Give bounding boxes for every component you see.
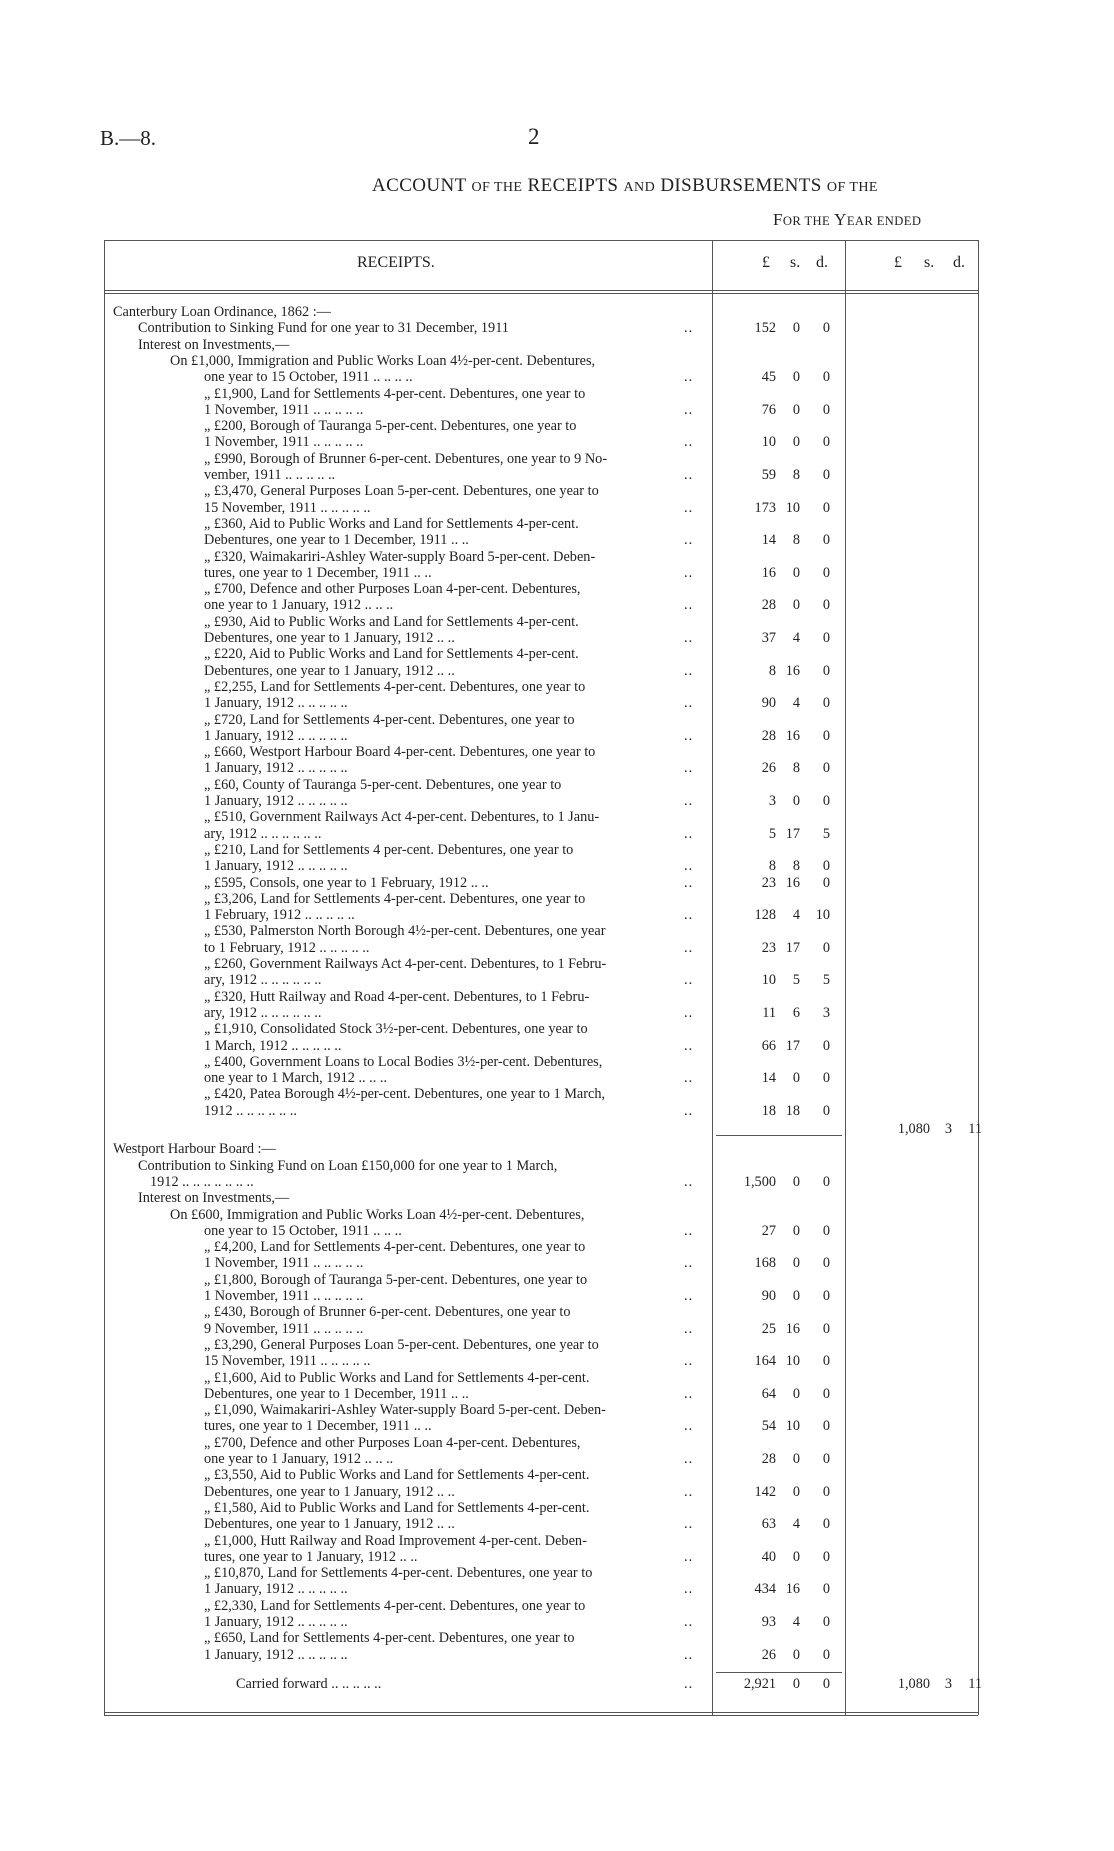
amount-shillings: 0 — [792, 597, 800, 614]
row-description: „ £10,870, Land for Settlements 4-per-cent. Debentures, one year to — [204, 1565, 593, 1582]
row-description: „ £660, Westport Harbour Board 4-per-cent. Debentures, one year to — [204, 744, 596, 761]
amount-pence: 5 — [822, 972, 830, 989]
title-word: OF THE — [826, 179, 878, 195]
amount-pence: 0 — [822, 1320, 830, 1337]
row-description: „ £510, Government Railways Act 4-per-cent. Debentures, to 1 Janu- — [204, 809, 600, 826]
row-description: „ £700, Defence and other Purposes Loan 4-per-cent. Debentures, — [204, 1434, 581, 1451]
leader-dots: .. — [684, 1222, 694, 1239]
row-description: „ £420, Patea Borough 4½-per-cent. Debentures, one year to 1 March, — [204, 1086, 606, 1103]
amount-shillings: 0 — [792, 369, 800, 386]
amount-pence: 0 — [822, 1222, 830, 1239]
rule-top — [104, 240, 978, 241]
amount-shillings: 4 — [792, 907, 800, 924]
row-description: 1 March, 1912 .. .. .. .. .. — [204, 1037, 342, 1054]
amount-shillings: 17 — [785, 825, 800, 842]
amount-pounds: 59 — [761, 467, 776, 483]
leader-dots: .. — [684, 1516, 694, 1533]
row-description: „ £1,580, Aid to Public Works and Land for Settlements 4-per-cent. — [204, 1499, 590, 1516]
amount-shillings: 0 — [792, 320, 800, 337]
col-pound2-header: £ — [894, 254, 902, 271]
row-description: „ £1,090, Waimakariri-Ashley Water-supply Board 5-per-cent. Deben- — [204, 1402, 606, 1419]
row-description: Debentures, one year to 1 January, 1912 .. .. — [204, 1516, 455, 1533]
amount-shillings: 16 — [785, 662, 800, 679]
title-word: OF THE — [471, 179, 523, 195]
amount-pence: 0 — [822, 760, 830, 777]
row-description: „ £260, Government Railways Act 4-per-cent. Debentures, to 1 Febru- — [204, 956, 607, 972]
amount-pounds: 142 — [754, 1483, 776, 1500]
leader-dots: .. — [684, 1288, 694, 1304]
amount-pounds: 16 — [761, 564, 776, 581]
leader-dots: .. — [684, 1483, 694, 1500]
amount-pence: 0 — [822, 939, 830, 956]
leader-dots: .. — [684, 630, 694, 646]
leader-dots: .. — [684, 1320, 694, 1337]
amount-pounds: 25 — [761, 1320, 776, 1337]
amount-pence: 0 — [822, 1353, 830, 1370]
amount-shillings: 8 — [792, 858, 800, 875]
row-description: 1 November, 1911 .. .. .. .. .. — [204, 1288, 364, 1304]
row-description: 1 January, 1912 .. .. .. .. .. — [204, 1581, 348, 1598]
amount-shillings: 0 — [792, 1070, 800, 1087]
row-description: 1 November, 1911 .. .. .. .. .. — [204, 401, 364, 418]
leader-dots: .. — [684, 1646, 694, 1663]
row-description: Interest on Investments,— — [138, 336, 290, 353]
row-description: 1 January, 1912 .. .. .. .. .. — [204, 1614, 348, 1630]
leader-dots: .. — [684, 597, 694, 614]
amount-pence: 0 — [822, 630, 830, 646]
row-description: „ £720, Land for Settlements 4-per-cent. Debentures, one year to — [204, 711, 575, 728]
amount-pounds: 10 — [761, 434, 776, 451]
row-description: „ £60, County of Tauranga 5-per-cent. Debentures, one year to — [204, 776, 562, 793]
col-shilling-header: s. — [790, 254, 801, 271]
leader-dots: .. — [684, 369, 694, 386]
row-description: ary, 1912 .. .. .. .. .. .. — [204, 825, 322, 842]
amount-pence: 0 — [822, 1516, 830, 1533]
row-description: „ £360, Aid to Public Works and Land for Settlements 4-per-cent. — [204, 515, 579, 532]
amount-pence: 0 — [822, 564, 830, 581]
amount-shillings: 0 — [792, 1173, 800, 1190]
subtitle-part: EAR ENDED — [846, 214, 922, 228]
total-pence: 11 — [968, 1676, 982, 1692]
amount-shillings: 4 — [792, 630, 800, 646]
total-shillings: 3 — [944, 1121, 952, 1137]
leader-dots: .. — [684, 1004, 694, 1021]
leader-dots: .. — [684, 1676, 694, 1692]
row-description: „ £3,470, General Purposes Loan 5-per-cent. Debentures, one year to — [204, 483, 599, 500]
amount-shillings: 0 — [792, 1288, 800, 1304]
row-description: 1912 .. .. .. .. .. .. — [204, 1102, 297, 1119]
amount-shillings: 0 — [792, 1646, 800, 1663]
amount-pounds: 14 — [761, 1070, 776, 1087]
amount-pence: 0 — [822, 1037, 830, 1054]
row-description: „ £320, Hutt Railway and Road 4-per-cent. Debentures, to 1 Febru- — [204, 988, 590, 1005]
row-description: „ £4,200, Land for Settlements 4-per-cent. Debentures, one year to — [204, 1239, 586, 1256]
amount-shillings: 8 — [792, 467, 800, 483]
row-description: Debentures, one year to 1 January, 1912 .. .. — [204, 630, 455, 646]
amount-shillings: 8 — [792, 532, 800, 549]
row-description: „ £1,900, Land for Settlements 4-per-cent. Debentures, one year to — [204, 385, 586, 402]
row-description: „ £1,000, Hutt Railway and Road Improvement 4-per-cent. Deben- — [204, 1532, 587, 1549]
amount-pence: 0 — [822, 1676, 830, 1692]
leader-dots: .. — [684, 695, 694, 712]
amount-shillings: 16 — [785, 874, 800, 891]
leader-dots: .. — [684, 434, 694, 451]
row-description: one year to 15 October, 1911 .. .. .. .. — [204, 369, 413, 386]
amount-shillings: 16 — [785, 1581, 800, 1598]
amount-pounds: 64 — [761, 1385, 776, 1402]
amount-pence: 0 — [822, 1581, 830, 1598]
total-pounds: 1,080 — [897, 1121, 930, 1137]
row-description: 1 January, 1912 .. .. .. .. .. — [204, 695, 348, 712]
amount-pounds: 26 — [761, 760, 776, 777]
row-description: 1 January, 1912 .. .. .. .. .. — [204, 1646, 348, 1663]
row-description: 9 November, 1911 .. .. .. .. .. — [204, 1320, 364, 1337]
amount-shillings: 4 — [792, 695, 800, 712]
amount-pence: 0 — [822, 467, 830, 483]
leader-dots: .. — [684, 1353, 694, 1370]
amount-shillings: 0 — [792, 1385, 800, 1402]
leader-dots: .. — [684, 467, 694, 483]
title-word: AND — [623, 179, 656, 195]
row-description: „ £430, Borough of Brunner 6-per-cent. Debentures, one year to — [204, 1304, 571, 1321]
title-word: DISBURSEMENTS — [660, 175, 822, 196]
col-pence2-header: d. — [953, 254, 965, 271]
leader-dots: .. — [684, 727, 694, 744]
amount-pounds: 2,921 — [743, 1676, 776, 1692]
row-description: „ £2,255, Land for Settlements 4-per-cent. Debentures, one year to — [204, 678, 586, 695]
amount-pounds: 10 — [761, 972, 776, 989]
amount-pence: 0 — [822, 727, 830, 744]
row-description: tures, one year to 1 December, 1911 .. .. — [204, 1418, 432, 1435]
row-description: On £600, Immigration and Public Works Loan 4½-per-cent. Debentures, — [170, 1206, 585, 1223]
leader-dots: .. — [684, 662, 694, 679]
row-description: 1 January, 1912 .. .. .. .. .. — [204, 793, 348, 809]
amount-pence: 0 — [822, 662, 830, 679]
rule-head2 — [104, 293, 978, 294]
row-description: one year to 15 October, 1911 .. .. .. — [204, 1222, 402, 1239]
leader-dots: .. — [684, 1418, 694, 1435]
leader-dots: .. — [684, 907, 694, 924]
section-title: Canterbury Loan Ordinance, 1862 :— — [113, 304, 331, 320]
amount-pence: 0 — [822, 858, 830, 875]
row-description: ary, 1912 .. .. .. .. .. .. — [204, 972, 322, 989]
row-description: „ £930, Aid to Public Works and Land for Settlements 4-per-cent. — [204, 613, 579, 630]
row-description: „ £530, Palmerston North Borough 4½-per-cent. Debentures, one year — [204, 923, 606, 940]
rule-bottom2 — [104, 1715, 978, 1716]
amount-pounds: 27 — [761, 1222, 776, 1239]
row-description: „ £990, Borough of Brunner 6-per-cent. Debentures, one year to 9 No- — [204, 450, 608, 467]
amount-pence: 0 — [822, 1385, 830, 1402]
amount-shillings: 0 — [792, 564, 800, 581]
row-description: „ £650, Land for Settlements 4-per-cent. Debentures, one year to — [204, 1630, 575, 1647]
leader-dots: .. — [684, 499, 694, 516]
row-description: 1 January, 1912 .. .. .. .. .. — [204, 858, 348, 875]
col-pound-header: £ — [762, 254, 770, 271]
row-description: to 1 February, 1912 .. .. .. .. .. — [204, 939, 370, 956]
amount-shillings: 0 — [792, 1451, 800, 1467]
row-description: „ £3,206, Land for Settlements 4-per-cent. Debentures, one year to — [204, 890, 586, 907]
amount-shillings: 10 — [785, 499, 800, 516]
amount-pence: 0 — [822, 434, 830, 451]
amount-pounds: 54 — [761, 1418, 776, 1435]
amount-pounds: 164 — [754, 1353, 776, 1370]
amount-shillings: 16 — [785, 727, 800, 744]
amount-pence: 0 — [822, 1102, 830, 1119]
amount-pounds: 45 — [761, 369, 776, 386]
amount-shillings: 0 — [792, 434, 800, 451]
title-word: RECEIPTS — [527, 175, 619, 196]
amount-pounds: 5 — [768, 825, 776, 842]
leader-dots: .. — [684, 972, 694, 989]
leader-dots: .. — [684, 1548, 694, 1565]
row-description: „ £595, Consols, one year to 1 February, 1912 .. .. — [204, 874, 489, 891]
amount-pence: 0 — [822, 1418, 830, 1435]
amount-pounds: 23 — [761, 874, 776, 891]
amount-pounds: 23 — [761, 939, 776, 956]
row-description: „ £1,600, Aid to Public Works and Land for Settlements 4-per-cent. — [204, 1369, 590, 1386]
amount-pounds: 3 — [768, 793, 776, 809]
amount-shillings: 0 — [792, 1548, 800, 1565]
amount-pence: 0 — [822, 1451, 830, 1467]
leader-dots: .. — [684, 793, 694, 809]
leader-dots: .. — [684, 1614, 694, 1630]
leader-dots: .. — [684, 760, 694, 777]
amount-pounds: 28 — [761, 597, 776, 614]
leader-dots: .. — [684, 1581, 694, 1598]
amount-shillings: 0 — [792, 401, 800, 418]
leader-dots: .. — [684, 939, 694, 956]
col-receipts-header: RECEIPTS. — [357, 254, 435, 271]
amount-shillings: 10 — [785, 1353, 800, 1370]
amount-shillings: 5 — [792, 972, 800, 989]
amount-shillings: 17 — [785, 939, 800, 956]
subtitle-part: OR THE — [782, 214, 831, 228]
col-pence-header: d. — [816, 254, 828, 271]
row-description: „ £210, Land for Settlements 4 per-cent. Debentures, one year to — [204, 841, 574, 858]
row-description: 1 January, 1912 .. .. .. .. .. — [204, 727, 348, 744]
amount-pence: 0 — [822, 1173, 830, 1190]
amount-shillings: 0 — [792, 1676, 800, 1692]
row-description: one year to 1 January, 1912 .. .. .. — [204, 597, 394, 614]
amount-shillings: 17 — [785, 1037, 800, 1054]
row-description: „ £200, Borough of Tauranga 5-per-cent. Debentures, one year to — [204, 418, 577, 435]
amount-pence: 5 — [822, 825, 830, 842]
amount-pence: 0 — [822, 1614, 830, 1630]
leader-dots: .. — [684, 532, 694, 549]
amount-pounds: 18 — [761, 1102, 776, 1119]
amount-pounds: 28 — [761, 727, 776, 744]
section-title: Westport Harbour Board :— — [113, 1141, 276, 1158]
leader-dots: .. — [684, 564, 694, 581]
leader-dots: .. — [684, 1173, 694, 1190]
page-number: 2 — [528, 124, 540, 149]
amount-pounds: 128 — [754, 907, 776, 924]
amount-pounds: 11 — [762, 1004, 776, 1021]
row-description: Debentures, one year to 1 December, 1911 .. .. — [204, 532, 469, 549]
leader-dots: .. — [684, 858, 694, 875]
row-description: Interest on Investments,— — [138, 1190, 290, 1207]
title-word: ACCOUNT — [372, 175, 467, 196]
amount-pence: 0 — [822, 1548, 830, 1565]
amount-pounds: 66 — [761, 1037, 776, 1054]
amount-pence: 0 — [822, 1070, 830, 1087]
amount-pence: 0 — [822, 597, 830, 614]
amount-shillings: 0 — [792, 1255, 800, 1272]
amount-shillings: 0 — [792, 1483, 800, 1500]
page-subtitle — [773, 210, 921, 230]
amount-pounds: 63 — [761, 1516, 776, 1533]
amount-pence: 0 — [822, 1288, 830, 1304]
amount-pence: 0 — [822, 320, 830, 337]
rule-left — [104, 240, 105, 1715]
leader-dots: .. — [684, 1070, 694, 1087]
amount-pounds: 434 — [754, 1581, 776, 1598]
row-description: „ £2,330, Land for Settlements 4-per-cent. Debentures, one year to — [204, 1597, 586, 1614]
rule-bottom — [104, 1712, 978, 1713]
row-description: 1912 .. .. .. .. .. .. .. — [150, 1173, 254, 1190]
row-description: 1 January, 1912 .. .. .. .. .. — [204, 760, 348, 777]
subtitle-part: F — [773, 210, 783, 229]
total-shillings: 3 — [944, 1676, 952, 1692]
row-description: „ £220, Aid to Public Works and Land for Settlements 4-per-cent. — [204, 646, 579, 663]
row-description: tures, one year to 1 January, 1912 .. .. — [204, 1548, 418, 1565]
row-description: „ £320, Waimakariri-Ashley Water-supply Board 5-per-cent. Deben- — [204, 548, 596, 565]
amount-pence: 0 — [822, 401, 830, 418]
amount-pence: 0 — [822, 1483, 830, 1500]
amount-pounds: 8 — [768, 662, 776, 679]
row-description: ary, 1912 .. .. .. .. .. .. — [204, 1004, 322, 1021]
amount-pence: 0 — [822, 532, 830, 549]
amount-pence: 0 — [822, 793, 830, 809]
amount-pence: 3 — [822, 1004, 830, 1021]
amount-pence: 0 — [822, 874, 830, 891]
row-description: „ £3,290, General Purposes Loan 5-per-cent. Debentures, one year to — [204, 1336, 599, 1353]
leader-dots: .. — [684, 1451, 694, 1467]
amount-pence: 0 — [822, 499, 830, 516]
amount-pence: 0 — [822, 695, 830, 712]
row-description: vember, 1911 .. .. .. .. .. — [204, 467, 336, 483]
row-description: 1 February, 1912 .. .. .. .. .. — [204, 907, 355, 924]
amount-shillings: 8 — [792, 760, 800, 777]
leader-dots: .. — [684, 1102, 694, 1119]
row-description: Debentures, one year to 1 December, 1911 .. .. — [204, 1385, 469, 1402]
leader-dots: .. — [684, 1255, 694, 1272]
row-description: one year to 1 January, 1912 .. .. .. — [204, 1451, 394, 1467]
leader-dots: .. — [684, 825, 694, 842]
amount-shillings: 4 — [792, 1516, 800, 1533]
amount-shillings: 18 — [785, 1102, 800, 1119]
page-title — [372, 175, 878, 197]
rule-head — [104, 290, 978, 291]
amount-shillings: 10 — [785, 1418, 800, 1435]
amount-pounds: 90 — [761, 695, 776, 712]
row-description: „ £1,800, Borough of Tauranga 5-per-cent. Debentures, one year to — [204, 1271, 588, 1288]
amount-pounds: 1,500 — [743, 1173, 776, 1190]
amount-shillings: 16 — [785, 1320, 800, 1337]
leader-dots: .. — [684, 1385, 694, 1402]
rule-right — [978, 240, 979, 1715]
amount-shillings: 0 — [792, 1222, 800, 1239]
carried-forward-label: Carried forward .. .. .. .. .. — [236, 1676, 382, 1692]
amount-pounds: 14 — [761, 532, 776, 549]
row-description: tures, one year to 1 December, 1911 .. .. — [204, 564, 432, 581]
amount-pounds: 173 — [754, 499, 776, 516]
page-ref: B.—8. — [100, 126, 157, 150]
amount-pence: 0 — [822, 369, 830, 386]
amount-pounds: 8 — [768, 858, 776, 875]
total-pence: 11 — [968, 1121, 982, 1137]
rule-col2 — [845, 240, 846, 1715]
subtitle-part: Y — [834, 210, 847, 229]
leader-dots: .. — [684, 874, 694, 891]
amount-pounds: 152 — [754, 320, 776, 337]
amount-pounds: 90 — [761, 1288, 776, 1304]
col-shilling2-header: s. — [924, 254, 935, 271]
row-description: 15 November, 1911 .. .. .. .. .. — [204, 1353, 371, 1370]
amount-pence: 0 — [822, 1255, 830, 1272]
amount-pounds: 168 — [754, 1255, 776, 1272]
amount-pounds: 40 — [761, 1548, 776, 1565]
amount-shillings: 0 — [792, 793, 800, 809]
amount-pounds: 93 — [761, 1614, 776, 1630]
row-description: On £1,000, Immigration and Public Works Loan 4½-per-cent. Debentures, — [170, 352, 596, 369]
total-pounds: 1,080 — [897, 1676, 930, 1692]
row-description: „ £1,910, Consolidated Stock 3½-per-cent. Debentures, one year to — [204, 1021, 588, 1038]
rule-col1 — [712, 240, 713, 1715]
row-description: 1 November, 1911 .. .. .. .. .. — [204, 434, 364, 451]
amount-shillings: 6 — [792, 1004, 800, 1021]
row-description: Contribution to Sinking Fund for one year to 31 December, 1911 — [138, 320, 509, 337]
amount-pence: 0 — [822, 1646, 830, 1663]
row-description: Debentures, one year to 1 January, 1912 .. .. — [204, 1483, 455, 1500]
leader-dots: .. — [684, 320, 694, 337]
amount-pence: 10 — [815, 907, 830, 924]
row-description: one year to 1 March, 1912 .. .. .. — [204, 1070, 388, 1087]
amount-shillings: 4 — [792, 1614, 800, 1630]
amount-pounds: 28 — [761, 1451, 776, 1467]
row-description: Contribution to Sinking Fund on Loan £150,000 for one year to 1 March, — [138, 1157, 558, 1174]
row-description: 1 November, 1911 .. .. .. .. .. — [204, 1255, 364, 1272]
leader-dots: .. — [684, 401, 694, 418]
amount-pounds: 26 — [761, 1646, 776, 1663]
amount-pounds: 37 — [761, 630, 776, 646]
row-description: 15 November, 1911 .. .. .. .. .. — [204, 499, 371, 516]
rule-subtotal — [716, 1135, 842, 1136]
row-description: „ £400, Government Loans to Local Bodies 3½-per-cent. Debentures, — [204, 1053, 603, 1070]
amount-pounds: 76 — [761, 401, 776, 418]
rule-carried — [716, 1672, 842, 1673]
row-description: Debentures, one year to 1 January, 1912 .. .. — [204, 662, 455, 679]
leader-dots: .. — [684, 1037, 694, 1054]
row-description: „ £700, Defence and other Purposes Loan 4-per-cent. Debentures, — [204, 581, 581, 598]
row-description: „ £3,550, Aid to Public Works and Land for Settlements 4-per-cent. — [204, 1467, 590, 1484]
